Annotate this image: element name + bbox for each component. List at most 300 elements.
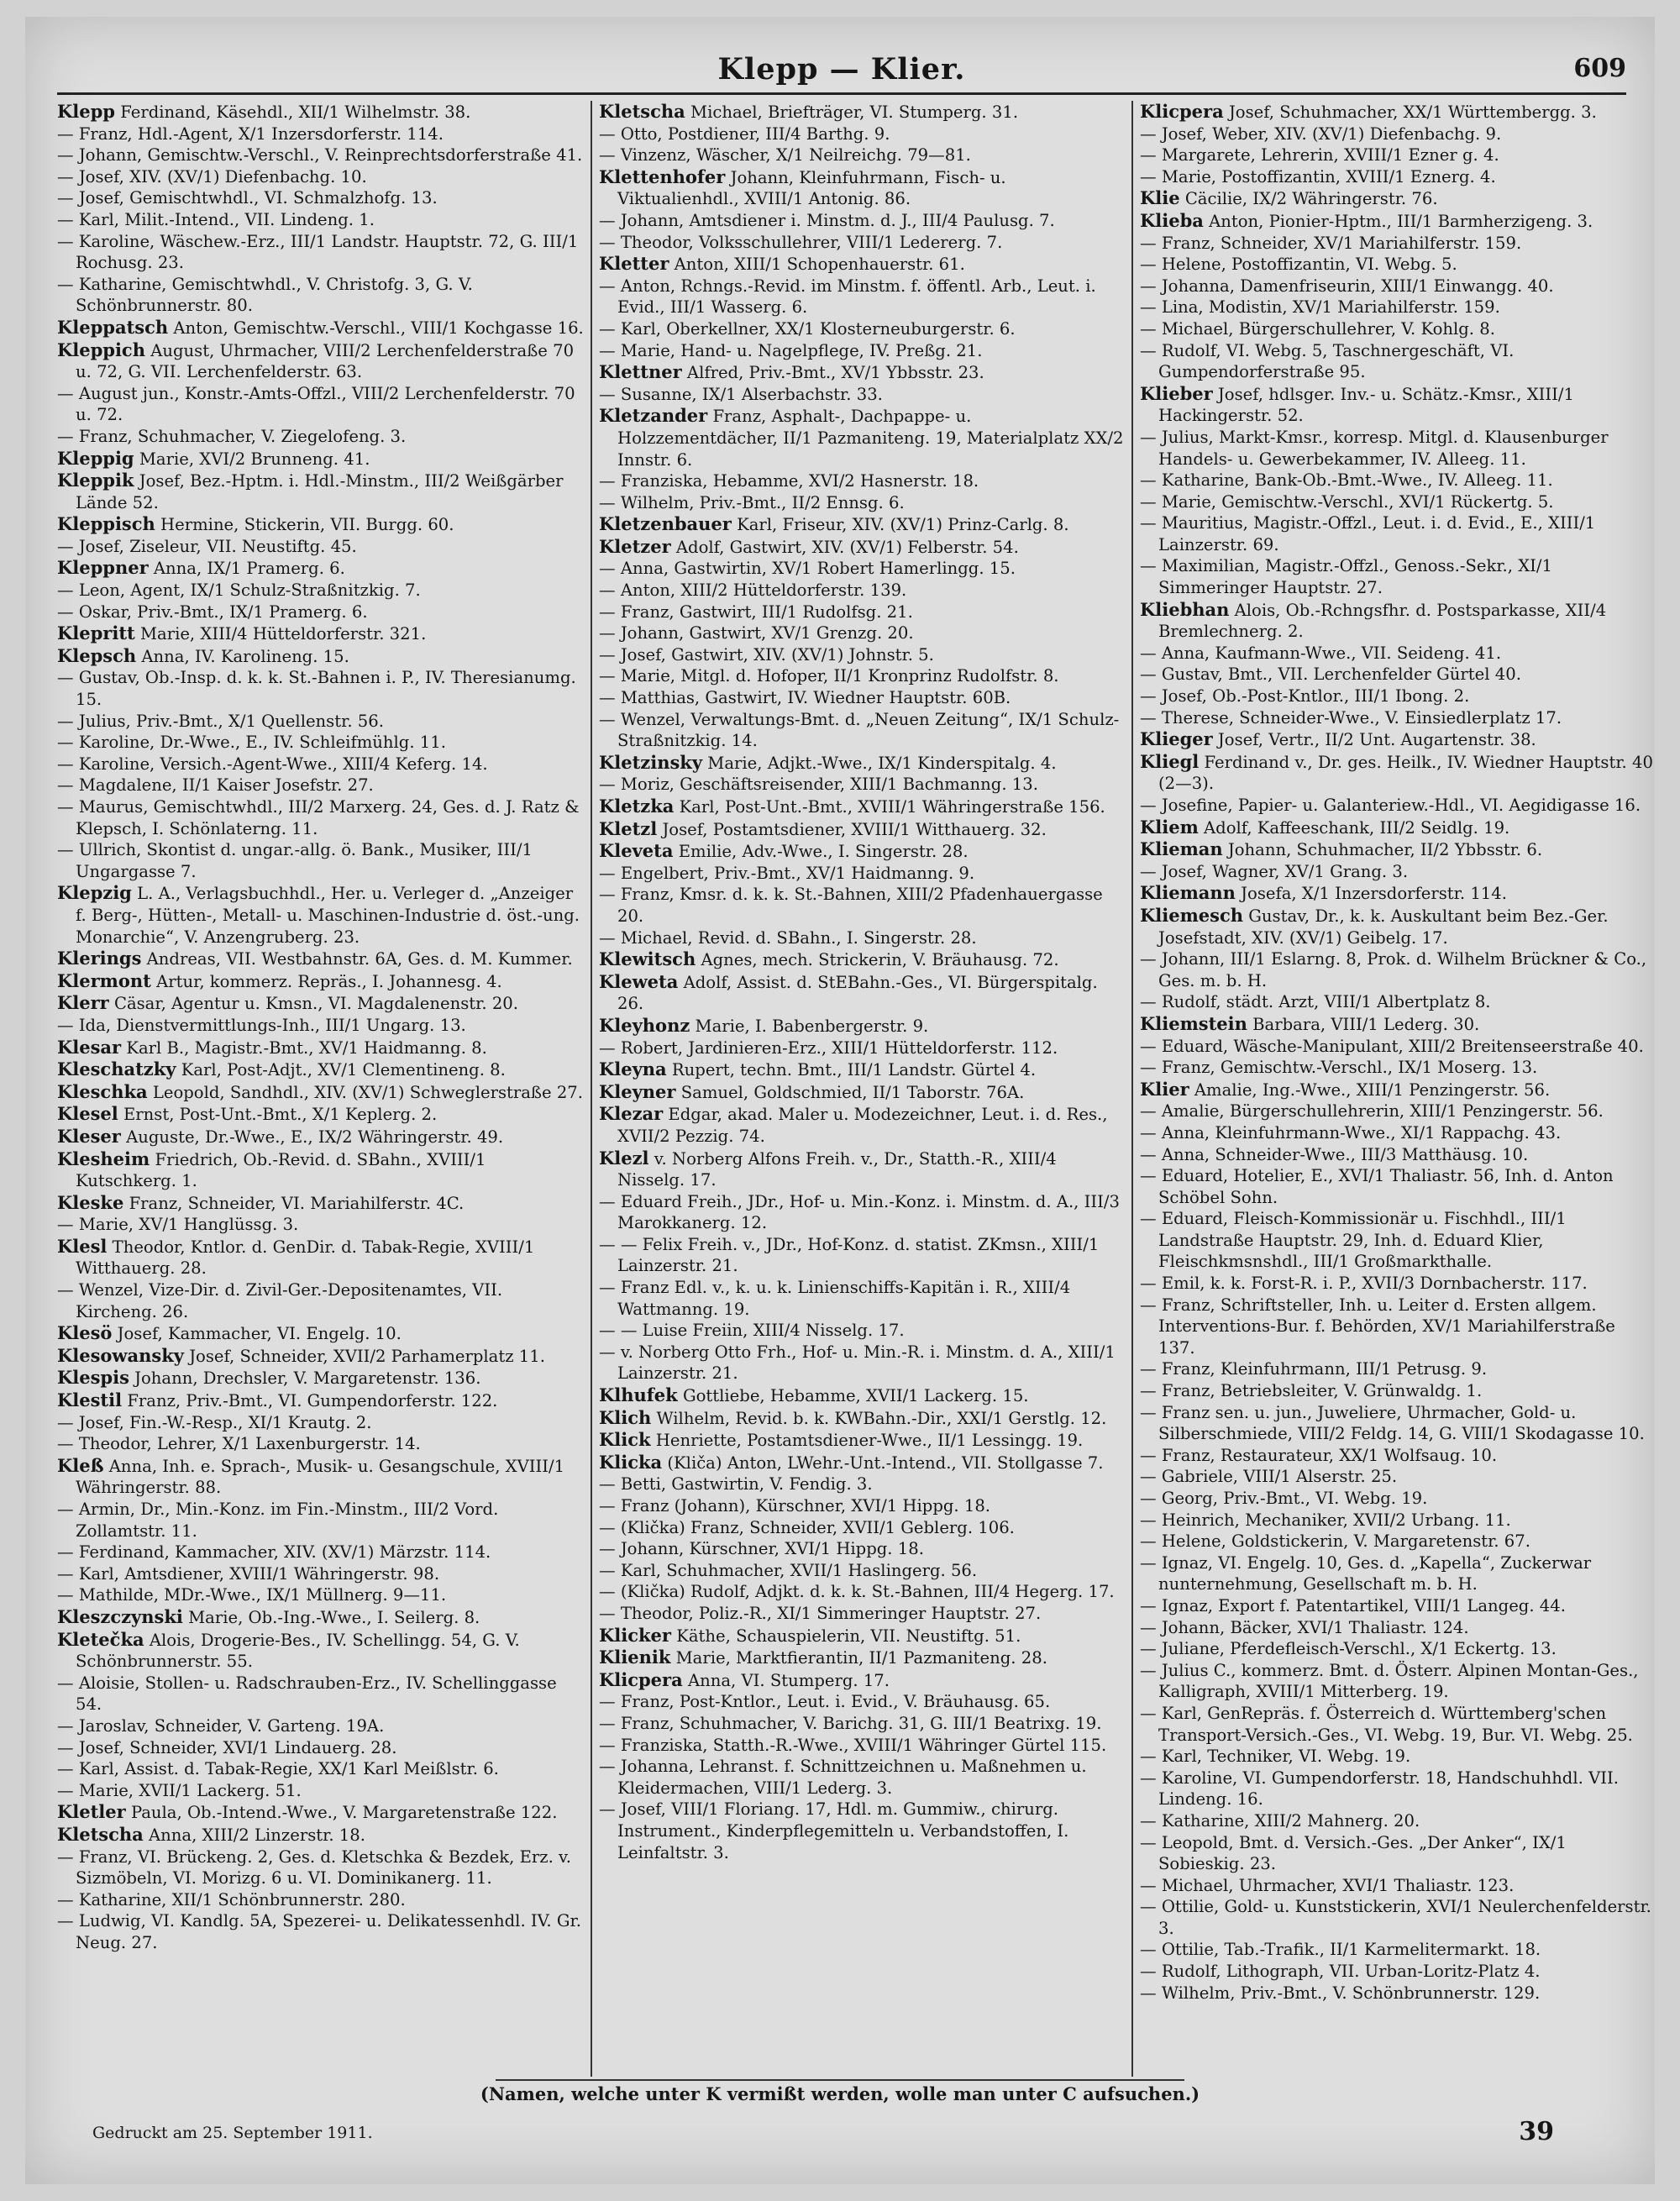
entry-text: Gustav, Dr., k. k. Auskultant beim Bez.-Ger. Josefstadt, XIV. (XV/1) Geibelg. 17. (1158, 906, 1609, 948)
entry-text: — Marie, XVII/1 Lackerg. 51. (57, 1780, 302, 1800)
entry-text: — Maurus, Gemischtwhdl., III/2 Marxerg. 24, Ges. d. J. Ratz & Klepsch, I. Schönlaterng. 11. (57, 797, 580, 838)
directory-entry (599, 774, 1125, 796)
entry-text: — Franziska, Hebamme, XVI/2 Hasnerstr. 18. (599, 471, 979, 491)
entry-text: — — Luise Freiin, XIII/4 Nisselg. 17. (599, 1321, 905, 1341)
directory-entry (57, 622, 584, 645)
directory-entry (1140, 123, 1653, 145)
entry-text: Barbara, VIII/1 Lederg. 30. (1252, 1014, 1480, 1034)
entry-text: — Helene, Postoffizantin, VI. Webg. 5. (1140, 255, 1457, 275)
entry-text: Ferdinand, Käsehdl., XII/1 Wilhelmstr. 38. (120, 102, 471, 122)
directory-entry (1140, 383, 1653, 427)
entry-text: — Ignaz, Export f. Patentartikel, VIII/1 Langeg. 44. (1140, 1595, 1566, 1615)
entry-surname: Kleschatzky (57, 1058, 176, 1080)
directory-entry (57, 970, 584, 993)
entry-text: — Karl, Amtsdiener, XVIII/1 Währingerstr. 98. (57, 1563, 440, 1584)
entry-text: — Heinrich, Mechaniker, XVII/2 Urbang. 11. (1140, 1510, 1511, 1530)
directory-entry (1140, 991, 1653, 1013)
directory-entry (599, 1538, 1125, 1560)
directory-entry (1140, 1100, 1653, 1122)
entry-surname: Kletzl (599, 817, 658, 839)
directory-entry (599, 971, 1125, 1015)
entry-text: — Franz, Schuhmacher, V. Ziegelofeng. 3. (57, 426, 407, 446)
entry-surname: Kleppik (57, 470, 134, 491)
entry-text: — Josef, XIV. (XV/1) Diefenbachg. 10. (57, 166, 367, 186)
entry-text: — Johann, Kürschner, XVI/1 Hippg. 18. (599, 1539, 924, 1559)
entry-surname: Kleppig (57, 447, 134, 469)
entry-text: — Susanne, IX/1 Alserbachstr. 33. (599, 384, 883, 404)
entry-text: — Wilhelm, Priv.-Bmt., II/2 Ennsg. 6. (599, 492, 905, 512)
entry-surname: Klicpera (1140, 101, 1224, 122)
entry-text: Josefa, X/1 Inzersdorferstr. 114. (1241, 884, 1507, 904)
directory-entry (57, 448, 584, 470)
entry-text: Marie, XVI/2 Brunneng. 41. (139, 449, 370, 469)
directory-entry (599, 1473, 1125, 1495)
directory-entry (599, 253, 1125, 276)
entry-text: Adolf, Kaffeeschank, III/2 Seidlg. 19. (1204, 817, 1510, 838)
entry-text: Anna, IV. Karolineng. 15. (141, 646, 349, 666)
directory-entry (57, 948, 584, 970)
page-title: Klepp — Klier. (717, 52, 966, 87)
entry-text: — Anna, Kleinfuhrmann-Wwe., XI/1 Rappachg. 43. (1140, 1122, 1562, 1143)
entry-surname: Klezl (599, 1147, 649, 1169)
entry-text: — Franz Edl. v., k. u. k. Linienschiffs-Kapitän i. R., XIII/4 Wattmanng. 19. (599, 1278, 1071, 1319)
entry-surname: Klieba (1140, 209, 1204, 231)
entry-text: — Leon, Agent, IX/1 Schulz-Straßnitzkig. 7. (57, 580, 421, 601)
directory-entry (1140, 1983, 1653, 2004)
entry-text: — Karoline, Dr.-Wwe., E., IV. Schleifmühlg. 11. (57, 733, 446, 753)
directory-entry (57, 754, 584, 775)
entry-surname: Kletzka (599, 796, 675, 817)
entry-surname: Kleppatsch (57, 316, 169, 338)
directory-entry (57, 645, 584, 668)
directory-entry (57, 123, 584, 145)
directory-entry (57, 1433, 584, 1455)
directory-entry (1140, 1961, 1653, 1983)
directory-entry (57, 166, 584, 188)
entry-text: Josef, Bez.-Hptm. i. Hdl.-Minstm., III/2 Weißgärber Lände 52. (76, 471, 564, 512)
directory-entry (599, 513, 1125, 536)
entry-text: — Magdalene, II/1 Kaiser Josefstr. 27. (57, 775, 374, 796)
entry-text: — Helene, Goldstickerin, V. Margaretenstr. 67. (1140, 1531, 1530, 1552)
page-number: 609 (1573, 54, 1626, 83)
entry-text: — Michael, Revid. d. SBahn., I. Singerstr. 28. (599, 927, 977, 948)
entry-text: — Josef, Gemischtwhdl., VI. Schmalzhofg. 13. (57, 188, 438, 208)
directory-entry (57, 992, 584, 1015)
directory-entry (599, 1384, 1125, 1407)
directory-entry (599, 1603, 1125, 1625)
entry-text: — Johann, III/1 Eslarng. 8, Prok. d. Wilhelm Brückner & Co., Ges. m. b. H. (1140, 949, 1647, 990)
entry-text: — Julius C., kommerz. Bmt. d. Österr. Alpinen Montan-Ges., Kalligraph, XVIII/1 Mitterberg. 19. (1140, 1660, 1639, 1702)
entry-surname: Klich (599, 1406, 652, 1428)
directory-entry (57, 1758, 584, 1780)
entry-text: Friedrich, Ob.-Revid. d. SBahn., XVIII/1 Kutschkerg. 1. (76, 1149, 486, 1191)
directory-entry (1140, 491, 1653, 513)
directory-entry (1140, 1617, 1653, 1639)
entry-surname: Klestil (57, 1389, 123, 1411)
directory-entry (57, 1126, 584, 1148)
directory-entry (57, 187, 584, 209)
entry-surname: Kletzenbauer (599, 513, 732, 535)
directory-entry (599, 1429, 1125, 1452)
entry-text: Johann, Drechsler, V. Margaretenstr. 136. (134, 1368, 481, 1389)
entry-text: Henriette, Postamtsdiener-Wwe., II/1 Lessingg. 19. (655, 1431, 1084, 1451)
entry-text: — Johanna, Lehranst. f. Schnittzeichnen u. Maßnehmen u. Kleidermachen, VIII/1 Lederg. 3. (599, 1757, 1087, 1798)
entry-text: — Anton, Rchngs.-Revid. im Minstm. f. öffentl. Arb., Leut. i. Evid., III/1 Wasserg. 6. (599, 276, 1096, 318)
directory-entry (57, 1192, 584, 1215)
directory-entry (1140, 1057, 1653, 1079)
directory-entry (599, 1799, 1125, 1863)
entry-text: Anton, Gemischtw.-Verschl., VIII/1 Kochgasse 16. (173, 318, 584, 338)
directory-entry (599, 1103, 1125, 1147)
directory-entry (1140, 707, 1653, 729)
entry-surname: Klhufek (599, 1384, 678, 1406)
entry-text: — Ignaz, VI. Engelg. 10, Ges. d. „Kapella“, Zuckerwar nunternehmung, Gesellschaft m. b. H. (1140, 1552, 1592, 1594)
entry-text: — Rudolf, städt. Arzt, VIII/1 Albertplatz 8. (1140, 992, 1491, 1012)
entry-text: — — Felix Freih. v., JDr., Hof-Konz. d. statist. ZKmsn., XIII/1 Lainzerstr. 21. (599, 1234, 1100, 1276)
entry-surname: Klick (599, 1429, 651, 1451)
directory-entry (57, 1455, 584, 1499)
directory-entry (57, 1103, 584, 1126)
entry-text: Alois, Drogerie-Bes., IV. Schellingg. 54, G. V. Schönbrunnerstr. 55. (76, 1630, 520, 1672)
entry-text: — Ida, Dienstvermittlungs-Inh., III/1 Ungarg. 13. (57, 1015, 466, 1035)
directory-entry (599, 232, 1125, 254)
entry-text: Karl, Post-Adjt., XV/1 Clementineng. 8. (181, 1060, 506, 1080)
entry-text: Franz, Asphalt-, Dachpappe- u. Holzzementdächer, II/1 Pazmaniteng. 19, Materialplatz XX/2 Innstr. 6. (617, 407, 1124, 470)
directory-entry (57, 796, 584, 839)
entry-text: — Franz sen. u. jun., Juweliere, Uhrmacher, Gold- u. Silberschmiede, VIII/2 Feldg. 14, G. VIII/1 Skodagasse 10. (1140, 1402, 1645, 1444)
entry-surname: Kliemesch (1140, 904, 1244, 926)
directory-entry (1140, 1810, 1653, 1832)
directory-entry (599, 1713, 1125, 1735)
directory-entry (1140, 1595, 1653, 1617)
directory-entry (57, 1629, 584, 1673)
directory-entry (57, 1037, 584, 1059)
entry-text: — Karl, Schuhmacher, XVII/1 Haslingerg. 56. (599, 1560, 978, 1580)
directory-entry (599, 1320, 1125, 1342)
entry-text: — Karoline, VI. Gumpendorferstr. 18, Handschuhhdl. VII. Lindeng. 16. (1140, 1768, 1619, 1810)
entry-text: — Theodor, Poliz.-R., XI/1 Simmeringer Hauptstr. 27. (599, 1603, 1042, 1623)
entry-surname: Kliemann (1140, 882, 1236, 904)
entry-text: Karl, Friseur, XIV. (XV/1) Prinz-Carlg. 8. (737, 515, 1069, 535)
entry-text: Josef, Kammacher, VI. Engelg. 10. (117, 1324, 402, 1344)
directory-entry (57, 101, 584, 123)
entry-text: — Franz, Betriebsleiter, V. Grünwaldg. 1. (1140, 1381, 1483, 1401)
entry-surname: Kleppich (57, 339, 145, 360)
entry-text: — Margarete, Lehrerin, XVIII/1 Ezner g. 4. (1140, 145, 1499, 165)
directory-entry (599, 1495, 1125, 1517)
directory-entry (1140, 1079, 1653, 1101)
entry-text: — Franz, Schneider, XV/1 Mariahilferstr. 159. (1140, 233, 1522, 253)
entry-text: — Anna, Schneider-Wwe., III/3 Matthäusg. 10. (1140, 1144, 1529, 1164)
entry-text: Samuel, Goldschmied, II/1 Taborstr. 76A. (680, 1082, 1025, 1102)
entry-text: — Michael, Uhrmacher, XVI/1 Thaliastr. 123. (1140, 1875, 1515, 1895)
entry-surname: Kleske (57, 1191, 124, 1213)
entry-surname: Klezar (599, 1103, 664, 1125)
directory-entry (599, 558, 1125, 580)
entry-surname: Klesö (57, 1322, 113, 1344)
entry-text: — Gustav, Bmt., VII. Lerchenfelder Gürtel 40. (1140, 665, 1521, 685)
entry-text: — Eduard Freih., JDr., Hof- u. Min.-Konz. i. Minstm. d. A., III/3 Marokkanerg. 12. (599, 1191, 1120, 1233)
directory-entry (599, 818, 1125, 841)
entry-text: — Moriz, Geschäftsreisender, XIII/1 Bachmanng. 13. (599, 775, 1038, 795)
entry-text: — Josef, Ob.-Post-Kntlor., III/1 Ibong. 2. (1140, 686, 1470, 707)
entry-text: — Robert, Jardinieren-Erz., XIII/1 Hütteldorferstr. 112. (599, 1037, 1058, 1058)
entry-surname: Klesl (57, 1235, 108, 1257)
entry-text: Adolf, Gastwirt, XIV. (XV/1) Felberstr. 54. (675, 537, 1019, 557)
directory-entry (1140, 861, 1653, 883)
directory-entry (599, 796, 1125, 818)
directory-entry (599, 1517, 1125, 1539)
entry-surname: Kleser (57, 1125, 121, 1147)
directory-entry (599, 536, 1125, 559)
entry-surname: Klie (1140, 187, 1180, 209)
directory-entry (57, 1214, 584, 1236)
directory-entry (599, 709, 1125, 752)
entry-text: Karl B., Magistr.-Bmt., XV/1 Haidmanng. 8. (126, 1037, 487, 1058)
directory-entry (1140, 728, 1653, 751)
entry-surname: Klermont (57, 969, 151, 991)
directory-entry (1140, 1380, 1653, 1402)
directory-entry (57, 601, 584, 623)
entry-text: — Marie, Gemischtw.-Verschl., XVI/1 Rückertg. 5. (1140, 491, 1554, 512)
directory-entry (1140, 948, 1653, 991)
directory-entry (57, 209, 584, 231)
directory-entry (599, 361, 1125, 384)
entry-text: — Emil, k. k. Forst-R. i. P., XVII/3 Dornbacherstr. 117. (1140, 1274, 1588, 1294)
entry-text: — Josef, Wagner, XV/1 Grang. 3. (1140, 861, 1409, 881)
entry-text: — Josef, Ziseleur, VII. Neustiftg. 45. (57, 536, 357, 556)
directory-entry (1140, 187, 1653, 210)
directory-column-2 (599, 101, 1125, 2077)
directory-entry (57, 1412, 584, 1434)
directory-entry (599, 884, 1125, 927)
entry-text: — (Klička) Rudolf, Adjkt. d. k. k. St.-Bahnen, III/4 Hegerg. 17. (599, 1582, 1115, 1602)
entry-text: — Josef, Weber, XIV. (XV/1) Diefenbachg. 9. (1140, 123, 1502, 144)
directory-entry (1140, 1660, 1653, 1703)
directory-entry (57, 426, 584, 448)
entry-text: — Matthias, Gastwirt, IV. Wiedner Hauptstr. 60B. (599, 688, 1011, 708)
entry-text: — Armin, Dr., Min.-Konz. im Fin.-Minstm., III/2 Vord. Zollamtstr. 11. (57, 1500, 499, 1541)
directory-entry (1140, 795, 1653, 817)
directory-entry (599, 1081, 1125, 1104)
entry-text: Josef, hdlsger. Inv.- u. Schätz.-Kmsr., XIII/1 Hackingerstr. 52. (1158, 384, 1574, 426)
entry-surname: Klettenhofer (599, 165, 726, 187)
directory-column-1 (57, 101, 584, 2077)
entry-text: (Kliča) Anton, LWehr.-Unt.-Intend., VII. Stollgasse 7. (667, 1452, 1104, 1473)
directory-entry (1140, 297, 1653, 318)
directory-entry (599, 644, 1125, 666)
directory-entry (599, 405, 1125, 470)
directory-entry (1140, 643, 1653, 665)
entry-text: Edgar, akad. Maler u. Modezeichner, Leut. i. d. Res., XVII/2 Pezzig. 74. (617, 1105, 1108, 1146)
entry-text: — Julius, Priv.-Bmt., X/1 Quellenstr. 56. (57, 711, 384, 731)
directory-entry (57, 383, 584, 426)
entry-text: — Theodor, Lehrer, X/1 Laxenburgerstr. 14. (57, 1434, 421, 1454)
directory-entry (1140, 686, 1653, 707)
directory-entry (1140, 1768, 1653, 1810)
entry-surname: Kliegl (1140, 750, 1200, 772)
entry-text: Käthe, Schauspielerin, VII. Neustiftg. 51. (676, 1626, 1021, 1646)
entry-surname: Kletzander (599, 405, 708, 427)
entry-text: Anna, XIII/2 Linzerstr. 18. (149, 1825, 365, 1845)
directory-entry (57, 231, 584, 274)
entry-text: Josef, Schneider, XVII/2 Parhamerplatz 11. (189, 1346, 545, 1366)
entry-surname: Kleyner (599, 1080, 676, 1102)
entry-text: — Amalie, Bürgerschullehrerin, XIII/1 Penzingerstr. 56. (1140, 1101, 1604, 1122)
entry-text: Rupert, techn. Bmt., III/1 Landstr. Gürtel 4. (671, 1060, 1037, 1080)
directory-entry (1140, 276, 1653, 297)
entry-text: — Johann, Gastwirt, XV/1 Grenzg. 20. (599, 623, 914, 643)
directory-entry (57, 839, 584, 882)
entry-surname: Klicker (599, 1624, 671, 1646)
entry-text: Artur, kommerz. Repräs., I. Johannesg. 4. (156, 971, 502, 991)
entry-text: Cäsar, Agentur u. Kmsn., VI. Magdalenenstr. 20. (113, 994, 518, 1014)
entry-text: Gottliebe, Hebamme, XVII/1 Lackerg. 15. (682, 1386, 1029, 1406)
entry-text: Anna, VI. Stumperg. 17. (687, 1670, 890, 1690)
directory-entry (599, 622, 1125, 644)
directory-entry (599, 1407, 1125, 1430)
entry-text: — Josef, Schneider, XVI/1 Lindauerg. 28. (57, 1737, 397, 1757)
entry-text: — Ottilie, Gold- u. Kunststickerin, XVI/1 Neulerchenfelderstr. 3. (1140, 1897, 1651, 1938)
entry-text: — Franz, Schuhmacher, V. Barichg. 31, G. III/1 Beatrixg. 19. (599, 1713, 1102, 1733)
directory-entry (57, 1889, 584, 1911)
entry-text: — Marie, Hand- u. Nagelpflege, IV. Preßg. 21. (599, 340, 983, 360)
directory-entry (1140, 1939, 1653, 1961)
entry-surname: Kleyhonz (599, 1014, 690, 1036)
directory-entry (57, 1058, 584, 1081)
entry-text: — Eduard, Fleisch-Kommissionär u. Fischhdl., III/1 Landstraße Hauptstr. 29, Inh. d. Eduard Klier, Fleischkmsnshdl., III/1 Großmarkthalle. (1140, 1209, 1567, 1272)
entry-text: — Vinzenz, Wäscher, X/1 Neilreichg. 79—81. (599, 145, 971, 165)
directory-entry (599, 863, 1125, 885)
directory-entry (599, 101, 1125, 123)
directory-entry (599, 384, 1125, 406)
column-divider (591, 101, 592, 2077)
entry-text: Michael, Briefträger, VI. Stumperg. 31. (690, 102, 1019, 122)
directory-entry (1140, 599, 1653, 643)
directory-entry (57, 1236, 584, 1279)
entry-text: Franz, Priv.-Bmt., VI. Gumpendorferstr. 122. (127, 1391, 498, 1411)
directory-entry (57, 1606, 584, 1629)
entry-text: Alfred, Priv.-Bmt., XV/1 Ybbsstr. 23. (686, 363, 984, 383)
entry-surname: Klicka (599, 1451, 663, 1473)
directory-entry (599, 601, 1125, 623)
entry-text: Josef, Schuhmacher, XX/1 Württembergg. 3. (1228, 102, 1597, 122)
entry-text: — Johann, Gemischtw.-Verschl., V. Reinprechtsdorferstraße 41. (57, 145, 583, 165)
entry-text: Hermine, Stickerin, VII. Burgg. 60. (160, 515, 454, 535)
entry-text: — Franz, Gastwirt, III/1 Rudolfsg. 21. (599, 601, 913, 622)
entry-text: — Michael, Bürgerschullehrer, V. Kohlg. 8. (1140, 318, 1495, 339)
directory-entry (599, 1148, 1125, 1191)
entry-surname: Kletečka (57, 1628, 144, 1650)
entry-surname: Kletzer (599, 535, 671, 557)
directory-entry (1140, 318, 1653, 340)
directory-entry (1140, 817, 1653, 839)
entry-text: — Josef, VIII/1 Floriang. 17, Hdl. m. Gummiw., chirurg. Instrument., Kinderpflegemitteln u. Verbandstoffen, I. Leinfaltstr. 3. (599, 1799, 1069, 1862)
directory-entry (599, 318, 1125, 340)
entry-surname: Klier (1140, 1078, 1189, 1100)
entry-surname: Kleveta (599, 840, 674, 862)
entry-text: — Marie, Postoffizantin, XVIII/1 Eznerg. 4. (1140, 166, 1496, 186)
directory-entry (599, 1625, 1125, 1647)
directory-entry (57, 1715, 584, 1737)
entry-text: — Marie, Mitgl. d. Hofoper, II/1 Kronprinz Rudolfstr. 8. (599, 666, 1059, 686)
directory-entry (599, 1037, 1125, 1059)
directory-entry (1140, 1445, 1653, 1467)
entry-surname: Klieman (1140, 838, 1223, 860)
entry-text: Alois, Ob.-Rchngsfhr. d. Postsparkasse, XII/4 Bremlechnerg. 2. (1158, 600, 1607, 642)
entry-text: Marie, XIII/4 Hütteldorferstr. 321. (139, 624, 427, 644)
directory-entry (1140, 1703, 1653, 1746)
footer-note: (Namen, welche unter K vermißt werden, wolle man unter C aufsuchen.) (480, 2083, 1200, 2104)
entry-surname: Kletscha (57, 1823, 144, 1845)
entry-text: Marie, Ob.-Ing.-Wwe., I. Seilerg. 8. (188, 1607, 480, 1627)
entry-surname: Klienik (599, 1647, 671, 1668)
directory-entry (599, 840, 1125, 863)
column-divider (1131, 101, 1133, 2077)
directory-entry (1140, 751, 1653, 795)
directory-entry (57, 1542, 584, 1563)
directory-entry (1140, 905, 1653, 948)
directory-entry (1140, 1832, 1653, 1875)
directory-entry (1140, 1638, 1653, 1660)
directory-entry (1140, 1402, 1653, 1445)
directory-entry (1140, 1013, 1653, 1036)
directory-entry (57, 1279, 584, 1322)
entry-text: — Engelbert, Priv.-Bmt., XV/1 Haidmanng. 9. (599, 863, 975, 883)
directory-entry (1140, 1295, 1653, 1359)
directory-entry (57, 711, 584, 733)
entry-text: — Karoline, Versich.-Agent-Wwe., XIII/4 Keferg. 14. (57, 754, 488, 774)
directory-entry (57, 317, 584, 339)
entry-text: — Jaroslav, Schneider, V. Garteng. 19A. (57, 1715, 385, 1736)
entry-text: Anton, Pionier-Hptm., III/1 Barmherzigeng. 3. (1209, 211, 1593, 231)
entry-text: — Julius, Markt-Kmsr., korresp. Mitgl. d. Klausenburger Handels- u. Gewerbekammer, IV. Alleeg. 11. (1140, 427, 1609, 469)
directory-entry (57, 882, 584, 948)
entry-text: Leopold, Sandhdl., XIV. (XV/1) Schweglerstraße 27. (152, 1082, 584, 1102)
entry-text: Marie, Adjkt.-Wwe., IX/1 Kinderspitalg. 4. (707, 753, 1057, 773)
directory-entry (57, 1345, 584, 1368)
entry-text: Paula, Ob.-Intend.-Wwe., V. Margaretenstraße 122. (130, 1803, 558, 1823)
directory-entry (1140, 427, 1653, 470)
entry-surname: Kletler (57, 1801, 126, 1823)
directory-entry (599, 1691, 1125, 1713)
entry-surname: Klepritt (57, 622, 135, 644)
entry-surname: Kletzinsky (599, 751, 703, 773)
directory-entry (57, 1910, 584, 1953)
directory-entry (599, 1452, 1125, 1474)
directory-entry (1140, 1531, 1653, 1552)
entry-surname: Kliebhan (1140, 598, 1230, 620)
directory-entry (1140, 664, 1653, 686)
directory-entry (57, 557, 584, 580)
directory-entry (1140, 1896, 1653, 1939)
directory-entry (1140, 1036, 1653, 1058)
directory-entry (1140, 1746, 1653, 1768)
entry-text: Josef, Vertr., II/2 Unt. Augartenstr. 38. (1217, 730, 1536, 750)
directory-entry (599, 1234, 1125, 1277)
entry-surname: Kleweta (599, 970, 679, 992)
signature-mark: 39 (1519, 2117, 1554, 2146)
directory-entry (57, 1367, 584, 1389)
directory-entry (599, 927, 1125, 949)
directory-entry (1140, 144, 1653, 166)
entry-text: — Eduard, Hotelier, E., XVI/1 Thaliastr. 56, Inh. d. Anton Schöbel Sohn. (1140, 1166, 1614, 1207)
directory-entry (1140, 1466, 1653, 1488)
directory-entry (1140, 101, 1653, 123)
directory-entry (1140, 1488, 1653, 1510)
entry-text: Marie, I. Babenbergerstr. 9. (695, 1016, 929, 1036)
entry-text: — Anna, Kaufmann-Wwe., VII. Seideng. 41. (1140, 643, 1502, 663)
